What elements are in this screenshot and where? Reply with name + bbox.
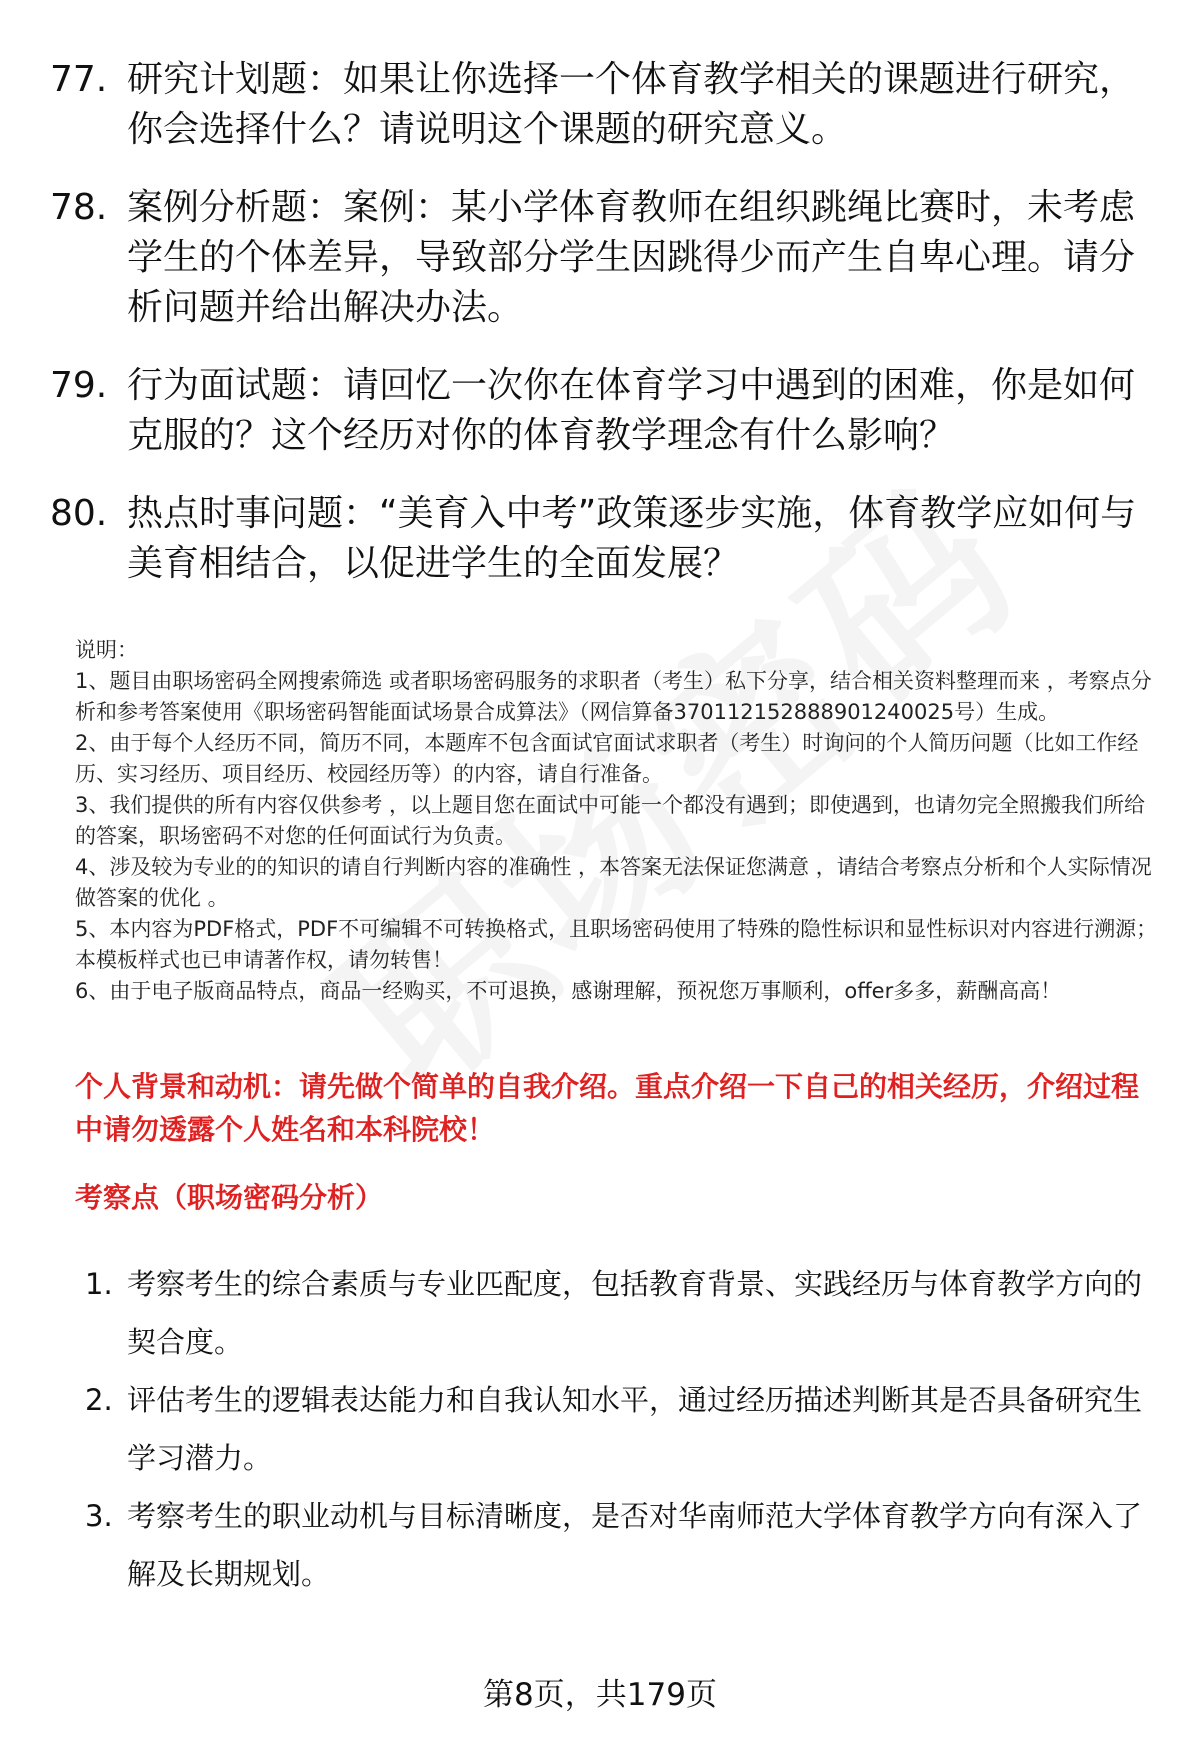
question-item	[50, 55, 1160, 155]
notes-title: 说明：	[75, 638, 138, 662]
note-item: 5、本内容为PDF格式，PDF不可编辑不可转换格式，且职场密码使用了特殊的隐性标识和显性标识对内容进行溯源；本模板样式也已申请著作权，请勿转售！	[75, 917, 1158, 972]
note-item: 3、我们提供的所有内容仅供参考 ，以上题目您在面试中可能一个都没有遇到；即使遇到，也请勿完全照搬我们所给的答案，职场密码不对您的任何面试行为负责。	[75, 793, 1146, 848]
analysis-point	[85, 1487, 1165, 1603]
question-text: 研究计划题：如果让你选择一个体育教学相关的课题进行研究，你会选择什么？请说明这个课题的研究意义。	[127, 59, 1136, 150]
analysis-point-number: 3.	[85, 1499, 113, 1533]
question-item	[50, 489, 1160, 589]
notes-section	[75, 635, 1165, 1007]
analysis-point-list	[85, 1255, 1165, 1603]
page-footer: 第8页，共179页	[483, 1677, 717, 1713]
note-item: 6、由于电子版商品特点，商品一经购买，不可退换，感谢理解，预祝您万事顺利，offer多多，薪酬高高！	[75, 979, 1062, 1003]
question-number: 80.	[50, 493, 108, 534]
note-item: 1、题目由职场密码全网搜索筛选 或者职场密码服务的求职者（考生）私下分享，结合相关资料整理而来 ，考察点分析和参考答案使用《职场密码智能面试场景合成算法》（网信算备370112152888901240025号）生成。	[75, 669, 1152, 724]
analysis-point	[85, 1371, 1165, 1487]
question-number: 79.	[50, 365, 108, 406]
note-item: 2、由于每个人经历不同，简历不同，本题库不包含面试官面试求职者（考生）时询问的个人简历问题（比如工作经历、实习经历、项目经历、校园经历等）的内容，请自行准备。	[75, 731, 1139, 786]
analysis-point-number: 1.	[85, 1267, 113, 1301]
question-text: 热点时事问题：“美育入中考”政策逐步实施，体育教学应如何与美育相结合，以促进学生的全面发展？	[127, 493, 1137, 584]
note-item: 4、涉及较为专业的的知识的请自行判断内容的准确性 ，本答案无法保证您满意 ，请结合考察点分析和个人实际情况做答案的优化 。	[75, 855, 1152, 910]
question-item	[50, 361, 1160, 461]
question-list	[50, 55, 1160, 617]
question-number: 77.	[50, 59, 108, 100]
question-item	[50, 183, 1160, 333]
analysis-heading: 考察点（职场密码分析）	[75, 1181, 384, 1214]
analysis-point-text: 评估考生的逻辑表达能力和自我认知水平，通过经历描述判断其是否具备研究生学习潜力。	[127, 1383, 1143, 1475]
question-text: 行为面试题：请回忆一次你在体育学习中遇到的困难，你是如何克服的？这个经历对你的体育教学理念有什么影响？	[127, 365, 1136, 456]
question-number: 78.	[50, 187, 108, 228]
analysis-point-number: 2.	[85, 1383, 113, 1417]
question-text: 案例分析题：案例：某小学体育教师在组织跳绳比赛时，未考虑学生的个体差异，导致部分学生因跳得少而产生自卑心理。请分析问题并给出解决办法。	[127, 187, 1136, 328]
focus-question-heading: 个人背景和动机：请先做个简单的自我介绍。重点介绍一下自己的相关经历，介绍过程中请勿透露个人姓名和本科院校！	[75, 1070, 1140, 1146]
analysis-point-text: 考察考生的职业动机与目标清晰度，是否对华南师范大学体育教学方向有深入了解及长期规划。	[127, 1499, 1143, 1591]
analysis-point	[85, 1255, 1165, 1371]
analysis-point-text: 考察考生的综合素质与专业匹配度，包括教育背景、实践经历与体育教学方向的契合度。	[127, 1267, 1143, 1359]
